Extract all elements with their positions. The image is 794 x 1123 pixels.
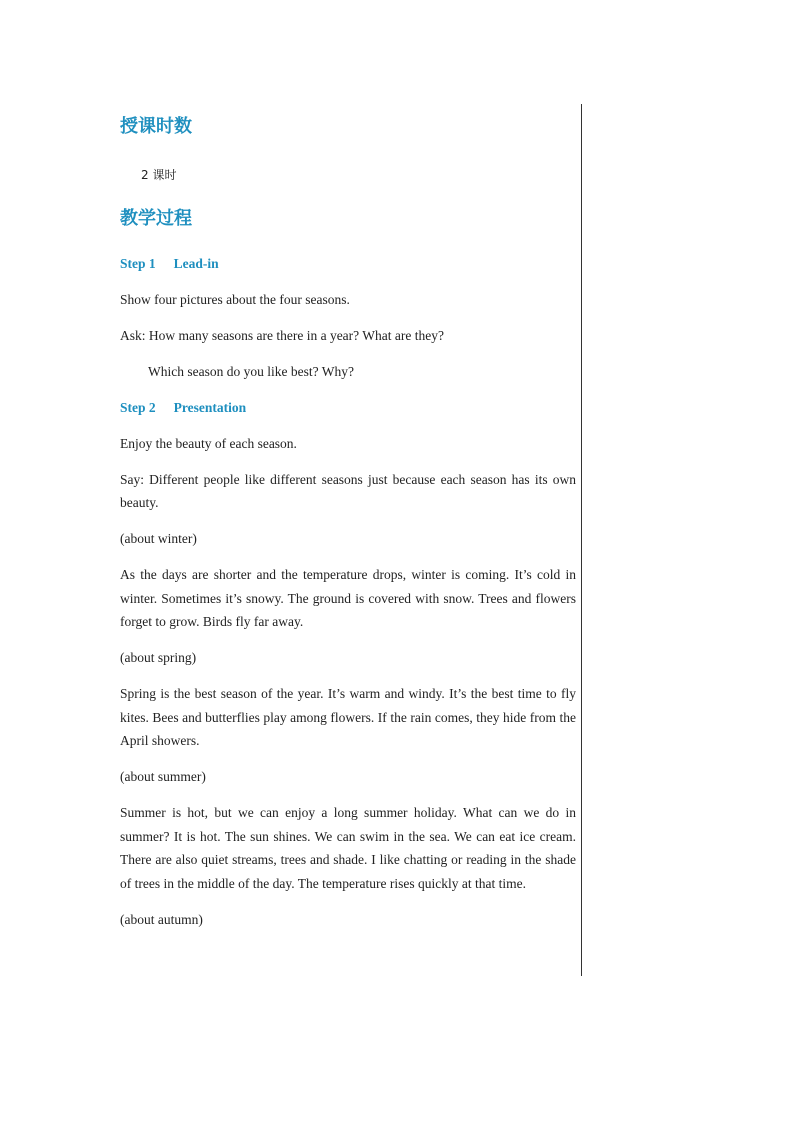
hours-text: 2 课时 xyxy=(141,168,177,182)
step2-title: Presentation xyxy=(173,399,247,415)
spring-label: (about spring) xyxy=(120,650,197,665)
winter-text: As the days are shorter and the temperature drops, winter is coming. It’s cold in winter. Sometimes it’s snowy. The ground is covered with snow. Trees and flowers forget to grow. Birds fly far away. xyxy=(120,567,576,629)
step1-line-2: Ask: How many seasons are there in a year? What are they? xyxy=(120,328,444,343)
hours-heading: 授课时数 xyxy=(120,116,192,137)
step1-line-3: Which season do you like best? Why? xyxy=(148,364,354,379)
step2-number: Step 2 xyxy=(120,399,156,415)
step1-title: Lead-in xyxy=(173,256,219,271)
summer-label: (about summer) xyxy=(120,769,206,784)
step2-intro: Enjoy the beauty of each season. xyxy=(120,435,297,451)
lesson-content xyxy=(120,108,576,931)
winter-label: (about winter) xyxy=(120,531,197,546)
step1-line-1: Show four pictures about the four seasons. xyxy=(120,292,350,307)
step1-heading xyxy=(120,254,576,274)
spring-text: Spring is the best season of the year. It’s warm and windy. It’s the best time to fly kites. Bees and butterflies play among flowers. If the rain comes, they hide from the April showers. xyxy=(120,686,576,748)
margin-rule-line xyxy=(581,104,582,976)
step2-say: Say: Different people like different seasons just because each season has its own beauty. xyxy=(120,471,576,510)
step2-heading xyxy=(120,398,576,418)
process-heading: 教学过程 xyxy=(120,208,192,229)
summer-text: Summer is hot, but we can enjoy a long summer holiday. What can we do in summer? It is hot. The sun shines. We can swim in the sea. We can eat ice cream. There are also quiet streams, trees and shade. I like chatting or reading in the shade of trees in the middle of the day. The temperature rises quickly at that time. xyxy=(120,805,576,891)
autumn-label: (about autumn) xyxy=(120,911,203,927)
step1-number: Step 1 xyxy=(120,256,156,271)
